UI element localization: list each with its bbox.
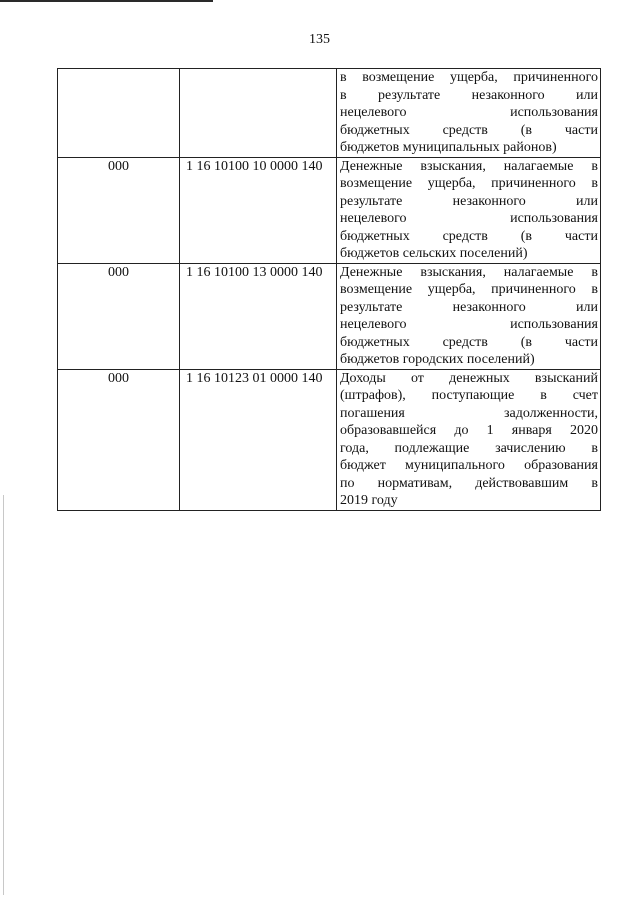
description-word: Денежные	[340, 158, 403, 174]
description-word: нецелевого	[340, 211, 407, 226]
description-word: средств	[442, 228, 488, 244]
description-line	[340, 370, 598, 388]
description-line: 2019 году	[340, 493, 398, 508]
description-line	[340, 264, 598, 282]
admin-code-cell: 000	[58, 157, 180, 263]
description-word: бюджетных	[340, 334, 410, 350]
description-word: ущерба,	[449, 70, 498, 85]
description-word: в	[340, 87, 347, 103]
top-rule	[0, 0, 213, 2]
description-word: причиненного	[491, 282, 576, 297]
description-line	[340, 122, 598, 140]
description-word: взыскания,	[420, 158, 486, 174]
description-line	[340, 475, 598, 493]
description-word: причиненного	[513, 70, 598, 85]
description-line	[340, 316, 598, 334]
description-word: или	[575, 87, 598, 103]
description-line	[340, 405, 598, 423]
description-word: образовавшейся	[340, 423, 437, 438]
description-word: в	[591, 440, 598, 456]
budget-codes-table	[57, 68, 601, 511]
description-line	[340, 334, 598, 352]
description-line	[340, 387, 598, 405]
description-word: части	[564, 122, 598, 138]
kbk-code-cell	[180, 69, 337, 158]
description-word: результате	[340, 299, 403, 315]
description-line	[340, 158, 598, 176]
description-word: средств	[442, 122, 488, 138]
description-word: нецелевого	[340, 317, 407, 332]
description-word: 1	[486, 423, 494, 438]
admin-code-cell	[58, 69, 180, 158]
description-word: в	[591, 176, 598, 191]
table-row	[58, 263, 601, 369]
description-word: части	[564, 334, 598, 350]
description-word: (в	[520, 334, 533, 350]
kbk-code-cell: 1 16 10123 01 0000 140	[180, 369, 337, 510]
description-word: до	[454, 423, 469, 438]
description-line: бюджетов муниципальных районов)	[340, 140, 557, 155]
description-word: незаконного	[471, 87, 545, 103]
description-word: образования	[524, 458, 598, 473]
description-word: года,	[340, 440, 369, 456]
description-word: части	[564, 228, 598, 244]
description-word: в	[591, 282, 598, 297]
description-word: использования	[510, 105, 598, 120]
kbk-code-cell: 1 16 10100 10 0000 140	[180, 157, 337, 263]
table-body	[58, 69, 601, 511]
description-word: налагаемые	[503, 158, 574, 174]
description-line: бюджетов городских поселений)	[340, 352, 535, 367]
description-line	[340, 299, 598, 317]
description-line	[340, 69, 598, 87]
description-word: незаконного	[452, 299, 526, 315]
description-cell	[337, 369, 601, 510]
description-line	[340, 104, 598, 122]
description-word: ущерба,	[427, 176, 476, 191]
description-line	[340, 175, 598, 193]
admin-code-cell: 000	[58, 263, 180, 369]
page-number: 135	[309, 32, 330, 47]
description-line: бюджетов сельских поселений)	[340, 246, 528, 261]
description-line	[340, 87, 598, 105]
description-word: от	[410, 370, 424, 386]
description-word: денежных	[449, 370, 510, 386]
description-word: поступающие	[431, 388, 515, 403]
description-word: января	[511, 423, 552, 438]
description-word: (в	[520, 122, 533, 138]
description-word: счет	[572, 388, 598, 403]
description-word: взысканий	[534, 370, 598, 386]
description-word: использования	[510, 211, 598, 226]
description-word: (в	[520, 228, 533, 244]
description-word: подлежащие	[394, 440, 470, 456]
description-cell	[337, 157, 601, 263]
description-word: ущерба,	[427, 282, 476, 297]
admin-code-cell: 000	[58, 369, 180, 510]
description-word: использования	[510, 317, 598, 332]
description-word: муниципального	[405, 458, 505, 473]
description-word: в	[591, 475, 598, 491]
description-word: бюджетных	[340, 122, 410, 138]
description-word: средств	[442, 334, 488, 350]
description-word: налагаемые	[503, 264, 574, 280]
description-word: в	[591, 264, 598, 280]
description-word: (штрафов),	[340, 388, 406, 403]
description-word: нецелевого	[340, 105, 407, 120]
description-line	[340, 422, 598, 440]
scan-edge-line	[3, 495, 4, 895]
table-row	[58, 157, 601, 263]
description-word: в	[540, 388, 547, 403]
description-word: Денежные	[340, 264, 403, 280]
description-line	[340, 210, 598, 228]
description-word: возмещение	[340, 282, 413, 297]
description-line	[340, 457, 598, 475]
description-line	[340, 281, 598, 299]
description-word: в	[591, 158, 598, 174]
description-line	[340, 193, 598, 211]
table-row	[58, 69, 601, 158]
description-word: бюджет	[340, 458, 386, 473]
description-word: нормативам,	[377, 475, 453, 491]
kbk-code-cell: 1 16 10100 13 0000 140	[180, 263, 337, 369]
description-line	[340, 228, 598, 246]
description-line	[340, 440, 598, 458]
description-word: 2020	[569, 423, 598, 438]
description-word: в	[340, 70, 347, 85]
description-cell	[337, 69, 601, 158]
table-row	[58, 369, 601, 510]
description-word: зачислению	[495, 440, 566, 456]
description-word: или	[576, 193, 598, 209]
description-word: возмещение	[340, 176, 413, 191]
description-word: результате	[377, 87, 441, 103]
description-word: по	[340, 475, 355, 491]
description-word: причиненного	[491, 176, 576, 191]
description-word: взыскания,	[420, 264, 486, 280]
description-word: действовавшим	[475, 475, 569, 491]
description-cell	[337, 263, 601, 369]
description-word: возмещение	[362, 70, 435, 85]
description-word: погашения	[340, 405, 405, 421]
description-word: Доходы	[340, 370, 386, 386]
description-word: или	[576, 299, 598, 315]
description-word: незаконного	[452, 193, 526, 209]
description-word: бюджетных	[340, 228, 410, 244]
description-word: результате	[340, 193, 403, 209]
description-word: задолженности,	[503, 405, 598, 421]
